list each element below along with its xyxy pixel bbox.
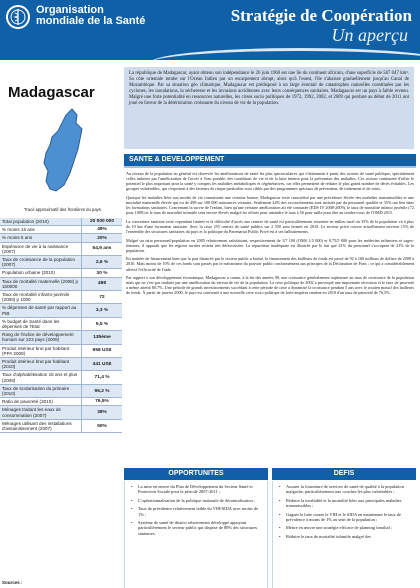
section-body	[126, 171, 414, 299]
indicator-value: 20 000 000	[89, 219, 114, 225]
opportunities-heading: OPPORTUNITES	[124, 468, 268, 480]
table-row	[0, 243, 122, 256]
org-line-2: mondiale de la Santé	[36, 15, 146, 27]
indicators-table	[0, 218, 122, 433]
table-row	[0, 331, 122, 344]
indicator-label: Produit intérieur brut par habitant (2010)	[0, 358, 82, 370]
indicator-label: Taux de mortalité maternelle (2008) p 100000	[0, 278, 82, 290]
list-item: • Assurer la fourniture de services de santé de qualité à la population malgache, particulièrement aux couches les plus vulnérables ;	[279, 484, 412, 495]
header-swoosh	[150, 48, 420, 60]
paragraph: La couverture sanitaire reste cependant limitée et la difficulté d'accès aux centres de santé est particulièrement ressentie en milieu rural où 35% de la population vit à plus de 10 km d'une formation sanitaire. Avec la crise 255 centres de santé publics sur 2 350 sont fermés en 2010. Le secteur privé couvre actuellement environ 15% de l'ensemble des structures sanitaires du pays et la politique du Partenariat Public Privé est à ses balbutiements.	[126, 218, 414, 234]
indicator-label: Rang de l'indice de développement humain sur 223 pays (2008)	[0, 331, 82, 343]
paragraph: En matière de financement bien que la part financée par le secteur public a baissé, le financement des bailleurs de fonds est passé de 92 à 160 millions de dollars de 2008 à 2010. Mais moins de 10% de ces fonds sont passés par le mécanisme du pouvoir public conformément aux principes de la Déclaration de Paris ; ce qui a considérablement affecté l'efficacité de l'aide.	[126, 256, 414, 272]
list-item: • La mise en œuvre du Plan de Développement du Secteur Santé et Protection Sociale pour la période 2007-2011 ;	[131, 484, 263, 495]
indicator-value: 71,4 %	[94, 375, 110, 381]
indicator-label: Ménages utilisant des installations d'assainissement (2007)	[0, 420, 82, 432]
table-row	[0, 385, 122, 398]
indicator-label: Taux de croissance de la population (2007)	[0, 256, 82, 268]
map-caption: Tracé approximatif des frontières du pays.	[23, 207, 103, 212]
indicator-label: % moins 5 ans	[0, 234, 82, 241]
intro-box: La république de Madagascar, ayant obtenu son indépendance le 26 juin 1960 est une île du continent africain, d'une superficie de 587 047 km². Sa côte orientale tombe sur l'Océan Indien par un escarpement abrupt, alors qu'à l'ouest, l'île s'abaisse graduellement jusqu'au Canal de Mozambique. Par sa situation géo climatique, Madagascar est prédisposé à un large éventail de catastrophes naturelles constituées par les cyclones, les inondations, la sécheresse et les invasions acridiennes avec leurs conséquences sanitaires. Madagascar est un pays à faible revenu. Malgré une forte potentialité en ressources naturelles, les crises socio politiques de 1972, 1992, 2002, et 2009 qui perdure au début de 2011 ont joué en faveur de la détérioration croissante du niveau de vie de la population.	[124, 67, 414, 149]
who-emblem-icon	[6, 5, 30, 29]
table-row	[0, 278, 122, 291]
list-item: • Gagner la lutte contre le VIH et le SIDA en maintenant le taux de prévalence à moins de 1% au sein de la population ;	[279, 512, 412, 523]
table-row	[0, 304, 122, 317]
list-item: • Mettre en œuvre une stratégie efficace de planning familial ;	[279, 525, 412, 530]
list-item: • Système de santé de district relativement développé appuyant particulièrement le secteur public qui dispose de 80% des structures sanitaires.	[131, 520, 263, 536]
table-row	[0, 318, 122, 331]
indicator-label: Taux de mortalité infanto-juvénile (2008) p 1000	[0, 291, 82, 303]
page-header	[0, 0, 420, 60]
section-heading: SANTE & DEVELOPPEMENT	[124, 154, 416, 166]
list-item: • Taux de prévalence relativement faible du VIH/SIDA avec moins de 1% ;	[131, 506, 263, 517]
paragraph: Au niveau de la population en général est observée les améliorations de santé les plus spectaculaires qui s'obtiennent à partir des actions de santé publique, spécialement celles induites par l'amélioration de l'accès à l'eau potable, des conditions de vie et de la lutte intense pour la prévention des maladies. Ces actions continuent d'offrir le potentiel le plus important pour la santé y compris les maladies métaboliques et cégénératives, car elles permettent de réduire le plus grand nombre de décès évitables. Les groupes vulnérables, qui s'exposent à des facteurs de risque particulier sont ciblés par des programmes spéciaux de prévention, de traitement et de soins.	[126, 171, 414, 192]
paragraph: Par rapport à son développement économique, Madagascar a connu, à la fin des années 90, une croissance généralement supérieure au taux de croissance de la population mais qui ne s'est pas traduite par une amélioration du niveau de vie de la population. La crise politique de 2002 a provoqué une importante récession et le taux de pauvreté a même atteint 80,7%. Une période de grands investissements succédant à cette période de crise a dynamisé la croissance pendant 5 ans avec le soutien massif des bailleurs de fonds. À partir de janvier 2009, le pays est confronté à une nouvelle crise socio politique de forte ampleur ramène en 2010 d'un taux de pauvreté de 76,5%.	[126, 275, 414, 296]
indicator-value: 50%	[97, 423, 107, 429]
country-name: Madagascar	[8, 84, 95, 101]
indicator-value: 441 US$	[92, 361, 112, 367]
indicator-label: % dépenses de santé par rapport au PIB	[0, 304, 82, 316]
organization-name	[36, 5, 145, 27]
org-line-1: Organisation	[36, 4, 104, 16]
table-row	[0, 420, 122, 433]
indicator-value: 54,9 ans	[92, 246, 112, 252]
list-item: • L'opérationnalisation de la politique nationale de décentralisation ;	[131, 498, 263, 503]
indicator-value: 135ème	[93, 334, 111, 340]
indicator-label: Produit intérieur brut par habitant (PPA 2008)	[0, 345, 82, 357]
table-row	[0, 358, 122, 371]
challenges-heading: DEFIS	[272, 468, 416, 480]
table-row	[0, 406, 122, 419]
sources-label: Sources :	[2, 580, 23, 585]
paragraph: Malgré un ratio personnel/population en 2005 relativement satisfaisant, respectivement de 1/7 100 (OMS 1/5 000) et 0,75/5 000 pour les médecins infirmiers et sages-femmes, il apparaît que les régions rurales restent très défavorisées. La répartition inadéquate est illustrée par le fait que 41% du personnel s'occupent de 21% de la population.	[126, 237, 414, 253]
indicator-label: Ménages traitant les eaux de consommation (2007)	[0, 406, 82, 418]
indicator-value: 72	[99, 294, 105, 300]
indicator-value: 20%	[97, 235, 107, 241]
table-row	[0, 398, 122, 406]
indicator-value: 3,3 %	[95, 308, 109, 314]
indicator-value: 2,6 %	[95, 259, 109, 265]
indicator-label: Taux de scolarisation du primaire (2010)	[0, 385, 82, 397]
indicator-value: 498	[97, 281, 106, 287]
list-item: • Réduire le taux de mortalité infantile malgré des	[279, 534, 412, 539]
indicator-value: 958 US$	[92, 348, 112, 354]
table-row	[0, 226, 122, 234]
country-map	[20, 105, 110, 195]
indicator-label: Espérance de vie à la naissance (2007)	[0, 243, 82, 255]
indicator-label: Total population (2010)	[0, 218, 82, 225]
challenges-list	[272, 481, 416, 588]
table-row	[0, 291, 122, 304]
table-row	[0, 218, 122, 226]
indicator-label: % moins 15 ans	[0, 226, 82, 233]
opportunities-list	[124, 481, 268, 588]
indicator-value: 38%	[97, 410, 107, 416]
indicator-value: 96,2 %	[94, 388, 110, 394]
paragraph: Quoique les maladies liées aux modes de vie connaissent une certaine hausse, Madagascar reste caractérisé par une prévalence élevée des maladies transmissibles et une mortalité maternelle élevée qui est de 498 sur 100 000 naissances vivantes. Seulement 44% des accouchements sont assistés par du personnel qualifié et 35% ont lieu dans les formations sanitaires. Concernant la survie de l'enfant, bien qu'une certaine amélioration ait été constatée (EDS IV 2008-2009), le taux de mortalité infanto juvénile (72 pour 1000) et le taux de mortalité infantile sont encore élevés malgré les efforts pour atteindre le taux à 56 pour mille pour être au rendez-vous de l'OMD 2015.	[126, 194, 414, 216]
list-item: • Réduire la morbidité et la mortalité liées aux principales maladies transmissibles ;	[279, 498, 412, 509]
indicator-value: 76,5%	[95, 399, 109, 405]
document-title: Stratégie de Coopération	[230, 6, 412, 25]
table-row	[0, 269, 122, 277]
table-row	[0, 371, 122, 384]
section-divider	[124, 166, 416, 168]
indicator-value: 49%	[97, 227, 107, 233]
table-row	[0, 256, 122, 269]
table-row	[0, 234, 122, 242]
indicator-label: % budget de Santé dans les dépenses de l'Etat	[0, 318, 82, 330]
indicator-label: Population urbaine (2010)	[0, 269, 82, 276]
indicator-value: 30 %	[96, 270, 108, 276]
table-row	[0, 345, 122, 358]
indicator-value: 9,5 %	[95, 321, 109, 327]
indicator-label: Taux d'alphabétisation 15 ans et plus (2008)	[0, 371, 82, 383]
indicator-label: Ratio de pauvreté (2010)	[0, 398, 82, 405]
document-subtitle: Un aperçu	[331, 25, 408, 45]
